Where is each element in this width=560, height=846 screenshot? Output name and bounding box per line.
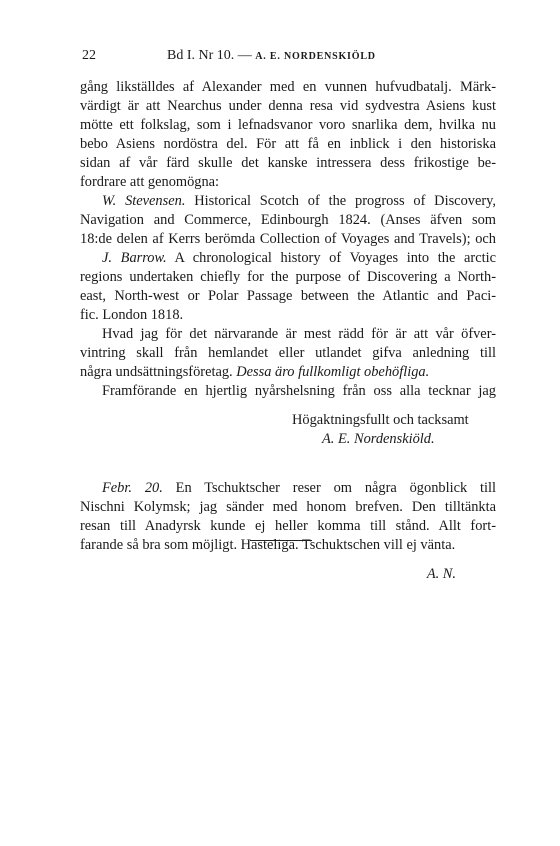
ref-author: J. Barrow. — [102, 250, 167, 266]
text-line: vintring skall från hemlandet eller utlandet gifva anledning till — [80, 345, 496, 361]
running-head-author: A. E. NORDENSKIÖLD — [255, 51, 376, 62]
postscript-date: Febr. 20. — [102, 480, 163, 496]
text-line: farande så bra som möjligt. Hasteliga. Tschuktschen vill ej vänta. — [80, 537, 456, 553]
text-line: sidan af vår färd skulle det kanske intressera dess frikostige be- — [80, 155, 496, 171]
text-line: 18:de delen af Kerrs berömda Collection of Voyages and Travels); och — [80, 231, 496, 247]
ref-title: A chronological history of Voyages into the arctic — [166, 250, 496, 266]
reference-stevensen — [80, 192, 496, 211]
text-line — [80, 363, 496, 382]
text-line: Nischni Kolymsk; jag sänder med honom brefven. Den tilltänkta — [80, 499, 496, 515]
closing-salutation: Högaktningsfullt och tacksamt — [292, 412, 469, 428]
text-line: mötte ett folkslag, som i lefnadsvanor voro snarlika dem, hvilka nu — [80, 117, 496, 133]
running-head — [167, 46, 376, 66]
ref-title: Historical Scotch of the progross of Discovery, — [185, 193, 496, 209]
text-span: En Tschuktscher reser om några ögonblick till — [162, 480, 497, 496]
text-line: gång likställdes af Alexander med en vunnen hufvudbatalj. Märk- — [80, 79, 496, 95]
text-line: värdigt är att Nearchus under denna resa vid sydvestra Asiens kust — [80, 98, 496, 114]
postscript-initials: A. N. — [426, 566, 456, 582]
text-line: east, North-west or Polar Passage between the Atlantic and Paci- — [80, 288, 496, 304]
page-header — [82, 46, 494, 68]
running-head-volume: Bd I. Nr 10. — — [167, 48, 252, 63]
divider-rule — [250, 540, 312, 541]
ref-author: W. Stevensen. — [102, 193, 186, 209]
emphasis: Dessa äro fullkomligt obehöfliga. — [236, 364, 430, 380]
body-text — [80, 78, 496, 584]
page-number: 22 — [82, 48, 96, 63]
reference-barrow — [80, 249, 496, 268]
postscript-line — [80, 479, 496, 498]
text-line: Navigation and Commerce, Edinbourgh 1824. (Anses äfven som — [80, 212, 496, 228]
text-line: Hvad jag för det närvarande är mest rädd för är att vår öfver- — [102, 326, 496, 342]
text-line: regions undertaken chiefly for the purpose of Discovering a North- — [80, 269, 496, 285]
text-line: resan till Anadyrsk kunde ej heller komma till stånd. Allt fort- — [80, 518, 496, 534]
text-line: bebo Asiens nordöstra del. För att få en inblick i den historiska — [80, 136, 496, 152]
text-line: Framförande en hjertlig nyårshelsning från oss alla tecknar jag — [102, 383, 496, 399]
text-line: fordrare att genomögna: — [80, 174, 220, 190]
signature-name: A. E. Nordenskiöld. — [322, 431, 435, 447]
text-span: några undsättningsföretag. — [80, 364, 237, 380]
text-line: fic. London 1818. — [80, 307, 184, 323]
